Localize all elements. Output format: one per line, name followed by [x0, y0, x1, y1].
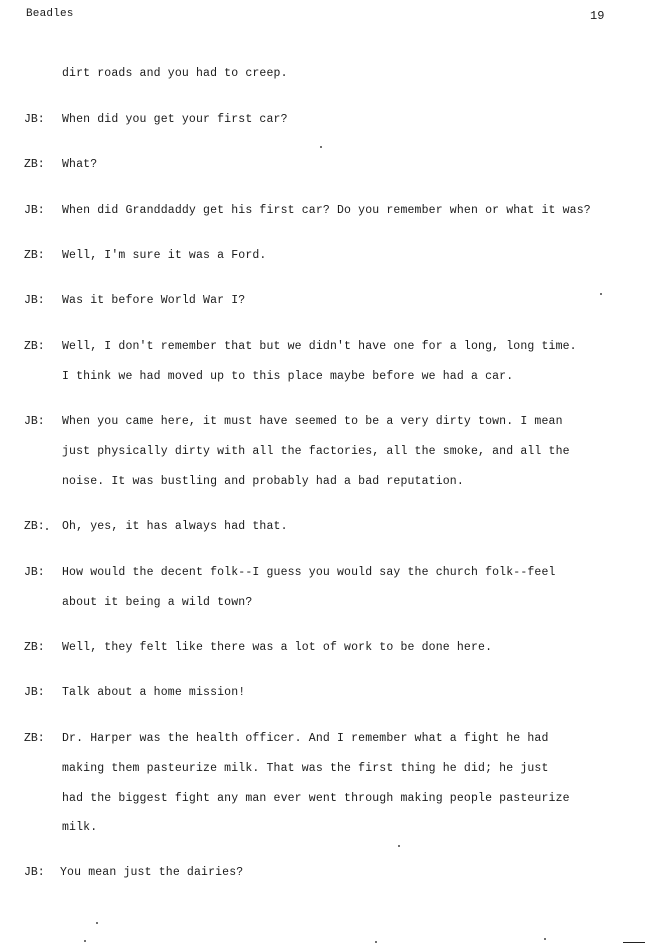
speaker-label: ZB: [24, 520, 45, 533]
line-text: Oh, yes, it has always had that. [62, 520, 288, 533]
speaker-label: JB: [24, 686, 45, 699]
speaker-label: JB: [24, 294, 45, 307]
line-text: Well, they felt like there was a lot of work to be done here. [62, 641, 493, 654]
line-text: Talk about a home mission! [62, 686, 246, 699]
scan-speck [84, 940, 86, 942]
scan-speck [96, 922, 98, 924]
speaker-label: JB: [24, 866, 45, 879]
line-text: How would the decent folk--I guess you would say the church folk--feel [62, 566, 556, 579]
line-text: about it being a wild town? [62, 596, 253, 609]
speaker-label: ZB: [24, 641, 45, 654]
line-text: milk. [62, 821, 98, 834]
page-number: 19 [590, 9, 605, 23]
line-text: When you came here, it must have seemed to be a very dirty town. I mean [62, 415, 563, 428]
line-text: just physically dirty with all the factories, all the smoke, and all the [62, 445, 570, 458]
line-text: You mean just the dairies? [60, 866, 244, 879]
line-text: I think we had moved up to this place maybe before we had a car. [62, 370, 514, 383]
line-text: had the biggest fight any man ever went through making people pasteurize [62, 792, 570, 805]
speaker-label: JB: [24, 113, 45, 126]
line-text: noise. It was bustling and probably had a bad reputation. [62, 475, 464, 488]
speaker-label: JB: [24, 415, 45, 428]
line-text: Was it before World War I? [62, 294, 246, 307]
line-text: When did you get your first car? [62, 113, 288, 126]
speaker-label: JB: [24, 204, 45, 217]
scan-speck [544, 938, 546, 940]
header-name: Beadles [26, 8, 74, 20]
speaker-label: ZB: [24, 340, 45, 353]
speaker-label: ZB: [24, 249, 45, 262]
line-text: making them pasteurize milk. That was the first thing he did; he just [62, 762, 549, 775]
line-text: dirt roads and you had to creep. [62, 67, 288, 80]
scan-speck [320, 146, 322, 148]
speaker-label: JB: [24, 566, 45, 579]
scan-speck [398, 845, 400, 847]
line-text: Dr. Harper was the health officer. And I remember what a fight he had [62, 732, 549, 745]
line-text: When did Granddaddy get his first car? Do you remember when or what it was? [62, 204, 591, 217]
scan-edge-mark [623, 942, 645, 943]
line-text: What? [62, 158, 98, 171]
scan-speck [46, 528, 48, 530]
scan-speck [375, 941, 377, 943]
line-text: Well, I don't remember that but we didn't have one for a long, long time. [62, 340, 577, 353]
speaker-label: ZB: [24, 732, 45, 745]
speaker-label: ZB: [24, 158, 45, 171]
line-text: Well, I'm sure it was a Ford. [62, 249, 267, 262]
scan-speck [600, 293, 602, 295]
